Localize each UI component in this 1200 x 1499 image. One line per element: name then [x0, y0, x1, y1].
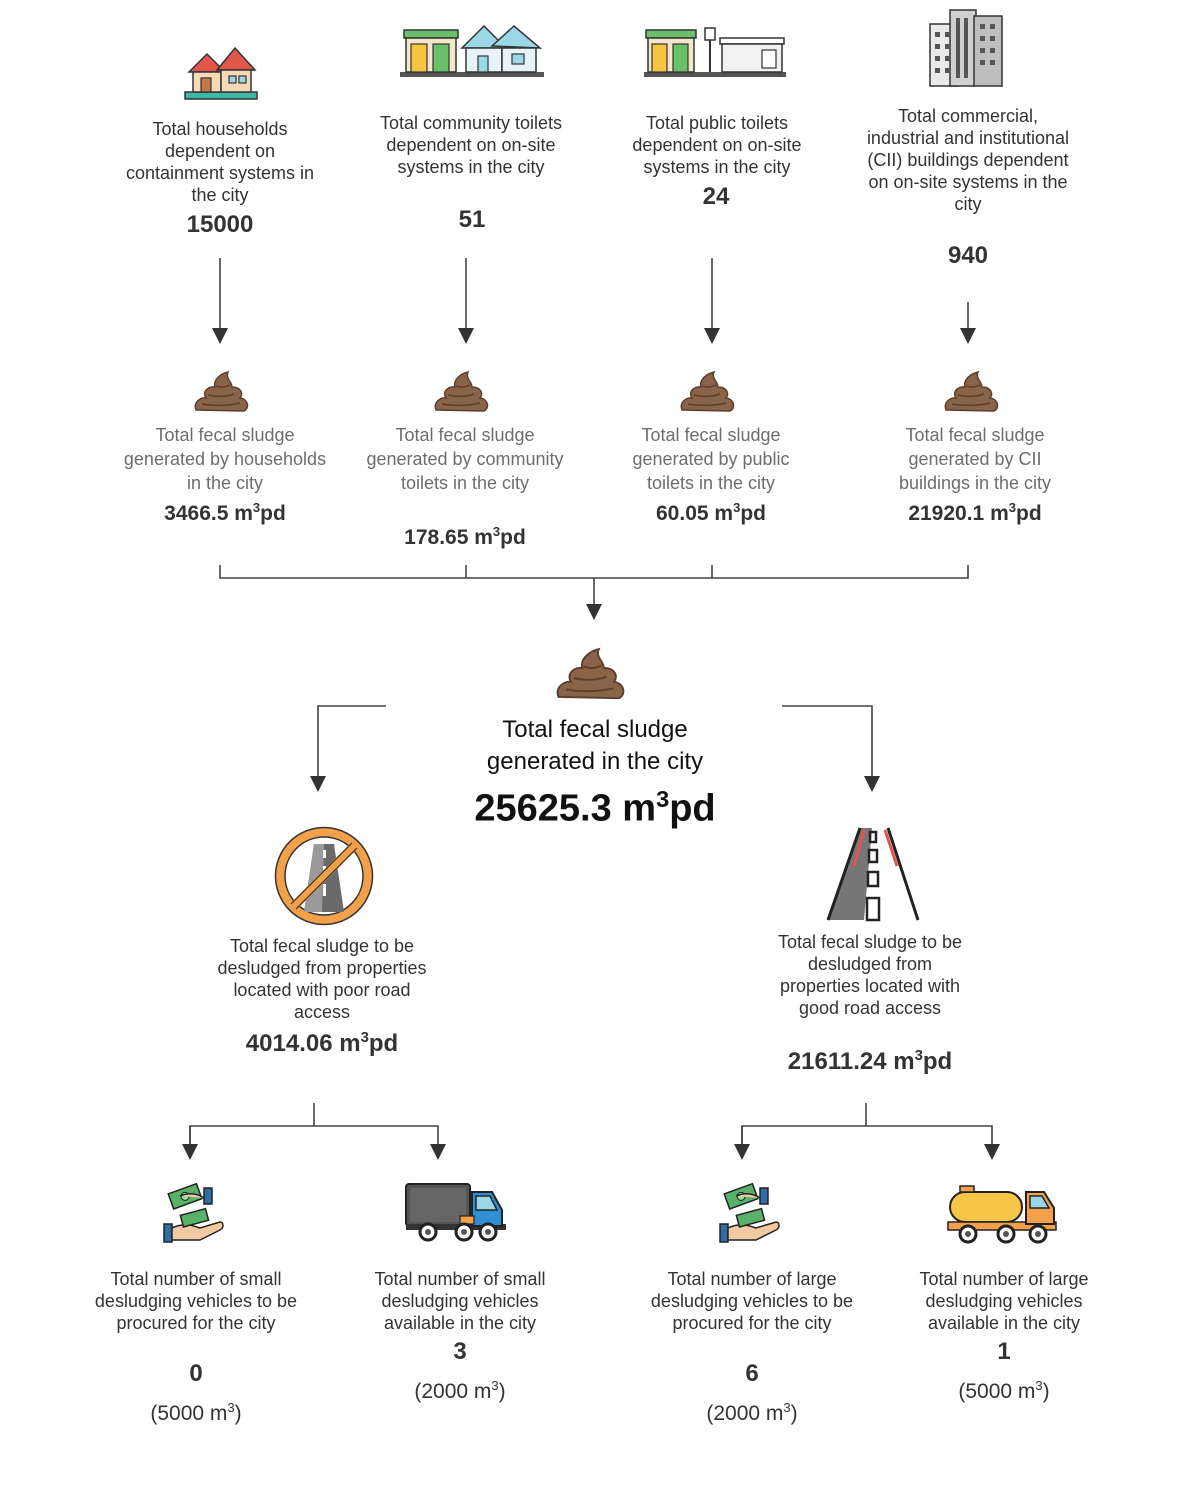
procure-money-hand-icon — [160, 1182, 230, 1248]
fecal-sludge-icon — [678, 368, 736, 414]
vehicle-label-large-available: Total number of large desludging vehicles available in the city — [919, 1269, 1089, 1333]
public-toilets-icon — [642, 24, 788, 78]
poor-access-label: Total fecal sludge to be desludged from properties located with poor road access — [217, 936, 427, 1022]
total-sludge-icon — [553, 644, 627, 702]
sludge-value-public: 60.05 $m^3pd$ — [656, 500, 766, 525]
vehicle-label-small-available: Total number of small desludging vehicles available in the city — [374, 1269, 546, 1333]
no-road-access-icon — [274, 826, 374, 926]
vehicle-capacity-small-available: (2000 $m^3$) — [414, 1378, 506, 1403]
sludge-label-cii: Total fecal sludge generated by CII buildings in the city — [898, 425, 1052, 493]
source-label-cii: Total commercial, industrial and institutional (CII) buildings dependent on on-site systems in the city — [866, 106, 1070, 214]
sludge-label-households: Total fecal sludge generated by households in the city — [123, 425, 327, 493]
cii-buildings-icon — [928, 4, 1006, 88]
sludge-label-public: Total fecal sludge generated by public toilets in the city — [632, 425, 790, 493]
fecal-sludge-icon — [432, 368, 490, 414]
vehicle-count-large-available: 1 — [997, 1338, 1011, 1365]
vehicle-capacity-small-procure: (5000 $m^3$) — [150, 1400, 242, 1425]
large-desludging-tanker-icon — [946, 1182, 1060, 1246]
community-toilets-icon — [398, 22, 546, 78]
source-value-cii: 940 — [947, 242, 989, 269]
source-value-community: 51 — [458, 206, 486, 233]
sludge-value-households: 3466.5 $m^3pd$ — [164, 500, 286, 525]
source-value-households: 15000 — [186, 211, 254, 238]
fecal-sludge-icon — [942, 368, 1000, 414]
fecal-sludge-icon — [192, 368, 250, 414]
vehicle-capacity-large-procure: (2000 $m^3$) — [706, 1400, 798, 1425]
poor-access-value: 4014.06 $m^3pd$ — [245, 1030, 399, 1057]
good-road-access-icon — [824, 826, 924, 922]
good-access-value: 21611.24 $m^3pd$ — [787, 1048, 953, 1075]
households-icon — [183, 42, 259, 100]
total-sludge-value: 25625.3 $m^3pd$ — [474, 786, 716, 830]
source-label-households: Total households dependent on containment systems in the city — [125, 119, 315, 205]
source-label-community: Total community toilets dependent on on-site systems in the city — [379, 113, 563, 177]
vehicle-label-small-procure: Total number of small desludging vehicles to be procured for the city — [94, 1269, 298, 1333]
source-label-public: Total public toilets dependent on on-site systems in the city — [632, 113, 802, 177]
procure-money-hand-icon — [716, 1182, 786, 1248]
vehicle-count-small-available: 3 — [453, 1338, 467, 1365]
source-value-public: 24 — [702, 183, 730, 210]
vehicle-count-large-procure: 6 — [745, 1360, 759, 1387]
good-access-label: Total fecal sludge to be desludged from properties located with good road access — [777, 932, 963, 1018]
total-sludge-label: Total fecal sludge generated in the city — [486, 716, 704, 775]
sludge-value-cii: 21920.1 $m^3pd$ — [908, 500, 1042, 525]
vehicle-count-small-procure: 0 — [189, 1360, 203, 1387]
vehicle-label-large-procure: Total number of large desludging vehicles to be procured for the city — [650, 1269, 854, 1333]
vehicle-capacity-large-available: (5000 $m^3$) — [958, 1378, 1050, 1403]
sludge-label-community: Total fecal sludge generated by community toilets in the city — [366, 425, 564, 493]
sludge-value-community: 178.65 $m^3pd$ — [404, 524, 526, 549]
small-desludging-truck-icon — [404, 1180, 508, 1244]
